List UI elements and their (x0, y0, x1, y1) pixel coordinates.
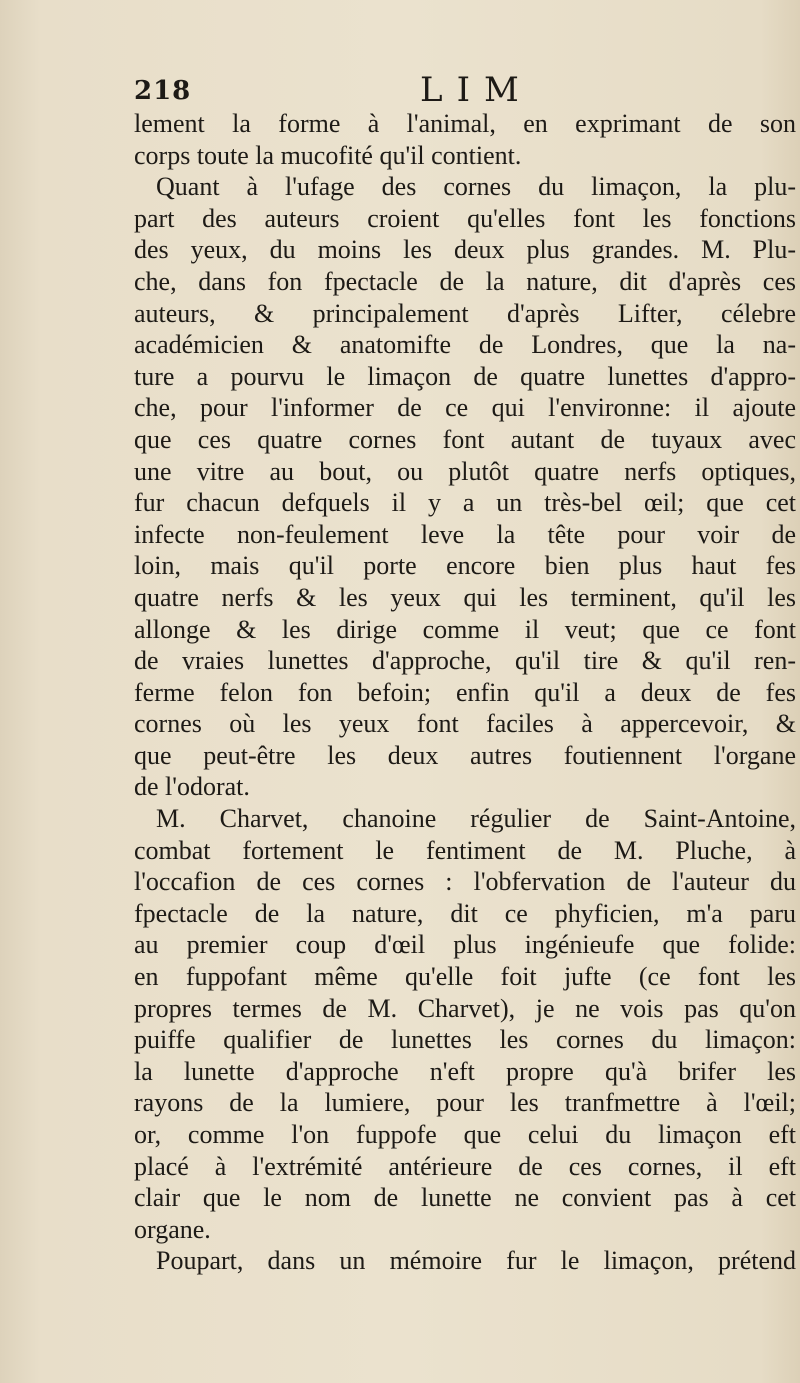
text-line: M. Charvet, chanoine régulier de Saint-Antoine, (156, 804, 796, 834)
text-line: clair que le nom de lunette ne convient pas à cet (134, 1183, 796, 1213)
text-line: ture a pourvu le limaçon de quatre lunettes d'appro- (134, 361, 796, 391)
text-line: loin, mais qu'il porte encore bien plus haut fes (134, 551, 796, 581)
text-line: auteurs, & principalement d'après Lifter, célebre (134, 298, 796, 328)
text-line: che, pour l'informer de ce qui l'environne: il ajoute (134, 393, 796, 423)
text-line: placé à l'extrémité antérieure de ces cornes, il eft (134, 1151, 796, 1181)
text-line: allonge & les dirige comme il veut; que ce font (134, 614, 796, 644)
text-line: puiffe qualifier de lunettes les cornes du limaçon: (134, 1025, 796, 1055)
text-line: organe. (134, 1214, 211, 1244)
text-line: de l'odorat. (134, 772, 250, 802)
text-line: part des auteurs croient qu'elles font les fonctions (134, 203, 796, 233)
text-line: au premier coup d'œil plus ingénieufe que folide: (134, 930, 796, 960)
text-line: académicien & anatomifte de Londres, que la na- (134, 330, 796, 360)
text-line: ferme felon fon befoin; enfin qu'il a deux de fes (134, 677, 796, 707)
text-line: che, dans fon fpectacle de la nature, dit d'après ces (134, 266, 796, 296)
text-line: en fuppofant même qu'elle foit jufte (ce font les (134, 962, 796, 992)
text-line: de vraies lunettes d'approche, qu'il tire & qu'il ren- (134, 646, 796, 676)
page-number: 218 (134, 76, 192, 106)
running-head: LIM (420, 70, 533, 110)
text-line: combat fortement le fentiment de M. Pluche, à (134, 835, 796, 865)
text-line: que ces quatre cornes font autant de tuyaux avec (134, 424, 796, 454)
text-line: or, comme l'on fuppofe que celui du limaçon eft (134, 1120, 796, 1149)
text-line: Poupart, dans un mémoire fur le limaçon, prétend (156, 1246, 796, 1276)
text-line: rayons de la lumiere, pour les tranfmettre à l'œil; (134, 1088, 796, 1118)
text-line: Quant à l'ufage des cornes du limaçon, la plu- (156, 172, 796, 202)
text-line: l'occafion de ces cornes : l'obfervation de l'auteur du (134, 867, 796, 897)
text-line: lement la forme à l'animal, en exprimant de son (134, 109, 796, 138)
text-line: propres termes de M. Charvet), je ne vois pas qu'on (134, 993, 796, 1023)
text-line: la lunette d'approche n'eft propre qu'à brifer les (134, 1056, 796, 1086)
text-line: des yeux, du moins les deux plus grandes. M. Plu- (134, 235, 796, 265)
text-line: infecte non-feulement leve la tête pour voir de (134, 519, 796, 549)
text-line: fur chacun defquels il y a un très-bel œil; que cet (134, 488, 796, 518)
text-line: quatre nerfs & les yeux qui les terminent, qu'il les (134, 582, 796, 612)
text-line: une vitre au bout, ou plutôt quatre nerfs optiques, (134, 456, 796, 486)
text-line: que peut-être les deux autres foutiennent l'organe (134, 740, 796, 770)
text-line: corps toute la mucofité qu'il contient. (134, 140, 522, 170)
body-text (134, 108, 796, 1277)
text-line: fpectacle de la nature, dit ce phyficien, m'a paru (134, 898, 796, 928)
text-line: cornes où les yeux font faciles à appercevoir, & (134, 709, 796, 739)
